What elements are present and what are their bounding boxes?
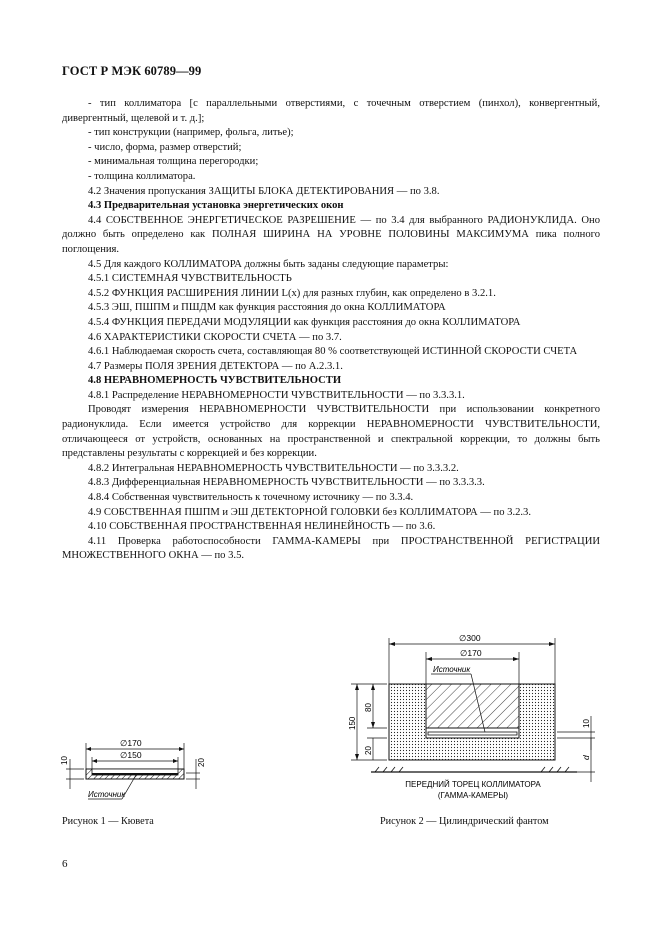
figure-1-cuvette: [58, 735, 218, 805]
figure-2-caption: Рисунок 2 — Цилиндрический фантом: [380, 816, 549, 827]
paragraph: 4.5.1 СИСТЕМНАЯ ЧУВСТВИТЕЛЬНОСТЬ: [88, 273, 292, 285]
fig2-dim-insert-height: 80: [364, 703, 373, 712]
paragraph: 4.8.3 Дифференциальная НЕРАВНОМЕРНОСТЬ ЧУВСТВИТЕЛЬНОСТИ — по 3.3.3.3.: [88, 477, 485, 489]
fig1-source-label: Источник: [88, 790, 126, 799]
paragraph: 4.5 Для каждого КОЛЛИМАТОРА должны быть заданы следующие параметры:: [88, 258, 449, 270]
paragraph: 4.9 СОБСТВЕННАЯ ПШПМ и ЭШ ДЕТЕКТОРНОЙ ГОЛОВКИ без КОЛЛИМАТОРА — по 3.2.3.: [88, 506, 531, 518]
fig2-dim-bottom: 20: [364, 746, 373, 755]
paragraph: 4.5.4 ФУНКЦИЯ ПЕРЕДАЧИ МОДУЛЯЦИИ как функция расстояния до окна КОЛЛИМАТОРА: [88, 316, 521, 328]
paragraph: Проводят измерения НЕРАВНОМЕРНОСТИ ЧУВСТВИТЕЛЬНОСТИ при использовании конкретного радионуклида. Если имеется устройство для коррекции НЕРАВНОМЕРНОСТИ ЧУВСТВИТЕЛЬНОСТИ, отличающееся от устройств, основанных на пространственной и спектральной коррекции, то должны быть представлены результаты с коррекцией и без коррекции.: [62, 404, 600, 460]
document-header: ГОСТ Р МЭК 60789—99: [62, 64, 202, 78]
paragraph: 4.8.1 Распределение НЕРАВНОМЕРНОСТИ ЧУВСТВИТЕЛЬНОСТИ — по 3.3.3.1.: [88, 389, 465, 401]
paragraph: 4.6 ХАРАКТЕРИСТИКИ СКОРОСТИ СЧЕТА — по 3.7.: [88, 331, 342, 343]
paragraph: 4.7 Размеры ПОЛЯ ЗРЕНИЯ ДЕТЕКТОРА — по А.2.3.1.: [88, 360, 343, 372]
paragraph: 4.4 СОБСТВЕННОЕ ЭНЕРГЕТИЧЕСКОЕ РАЗРЕШЕНИЕ — по 3.4 для выбранного РАДИОНУКЛИДА. Оно должно быть определено как ПОЛНАЯ ШИРИНА НА УРОВНЕ ПОЛОВИНЫ МАКСИМУМА пика полного поглощения.: [62, 214, 600, 255]
fig2-dim-inner: ∅170: [460, 648, 482, 658]
fig1-dim-outer: ∅170: [120, 738, 142, 748]
fig1-dim-bottom: 20: [197, 758, 206, 767]
paragraph: 4.11 Проверка работоспособности ГАММА-КАМЕРЫ при ПРОСТРАНСТВЕННОЙ РЕГИСТРАЦИИ МНОЖЕСТВЕННОГО ОКНА — по 3.5.: [62, 535, 600, 562]
fig2-face-label-2: (ГАММА-КАМЕРЫ): [437, 791, 509, 800]
paragraph: - минимальная толщина перегородки;: [88, 156, 259, 168]
paragraph: 4.6.1 Наблюдаемая скорость счета, составляющая 80 % соответствующей ИСТИННОЙ СКОРОСТИ СЧЕТА: [88, 346, 578, 358]
paragraph: - тип коллиматора [с параллельными отверстиями, с точечным отверстием (пинхол), конвергентный, дивергентный, щелевой и т. д.];: [62, 98, 600, 124]
paragraph: 4.5.3 ЭШ, ПШПМ и ПШДМ как функция расстояния до окна КОЛЛИМАТОРА: [88, 302, 446, 314]
paragraph: 4.5.2 ФУНКЦИЯ РАСШИРЕНИЯ ЛИНИИ L(x) для разных глубин, как определено в 3.2.1.: [88, 287, 496, 299]
paragraph: 4.8.4 Собственная чувствительность к точечному источнику — по 3.3.4.: [88, 492, 414, 504]
paragraph: 4.2 Значения пропускания ЗАЩИТЫ БЛОКА ДЕТЕКТИРОВАНИЯ — по 3.8.: [88, 185, 440, 197]
paragraph: - тип конструкции (например, фольга, литье);: [88, 127, 294, 139]
fig2-dim-total-height: 150: [348, 716, 357, 730]
fig2-face-label-1: ПЕРЕДНИЙ ТОРЕЦ КОЛЛИМАТОРА: [405, 780, 541, 789]
figure-1-caption: Рисунок 1 — Кювета: [62, 816, 154, 827]
paragraph: - число, форма, размер отверстий;: [88, 141, 242, 153]
fig1-dim-inner: ∅150: [120, 750, 142, 760]
fig2-source-label: Источник: [433, 665, 471, 674]
document-body: [62, 97, 600, 564]
paragraph: 4.8.2 Интегральная НЕРАВНОМЕРНОСТЬ ЧУВСТВИТЕЛЬНОСТИ — по 3.3.3.2.: [88, 462, 459, 474]
paragraph: 4.8 НЕРАВНОМЕРНОСТЬ ЧУВСТВИТЕЛЬНОСТИ: [88, 375, 342, 387]
paragraph: 4.3 Предварительная установка энергетических окон: [88, 200, 344, 212]
fig2-dim-outer: ∅300: [459, 633, 481, 643]
page-number: 6: [62, 858, 68, 870]
paragraph: - толщина коллиматора.: [88, 170, 196, 182]
fig2-dim-depth: d: [581, 755, 591, 760]
paragraph: 4.10 СОБСТВЕННАЯ ПРОСТРАНСТВЕННАЯ НЕЛИНЕЙНОСТЬ — по 3.6.: [88, 521, 436, 533]
figure-2-phantom: [345, 632, 605, 804]
fig1-dim-height: 10: [60, 756, 69, 765]
fig2-dim-source-thickness: 10: [582, 719, 591, 728]
